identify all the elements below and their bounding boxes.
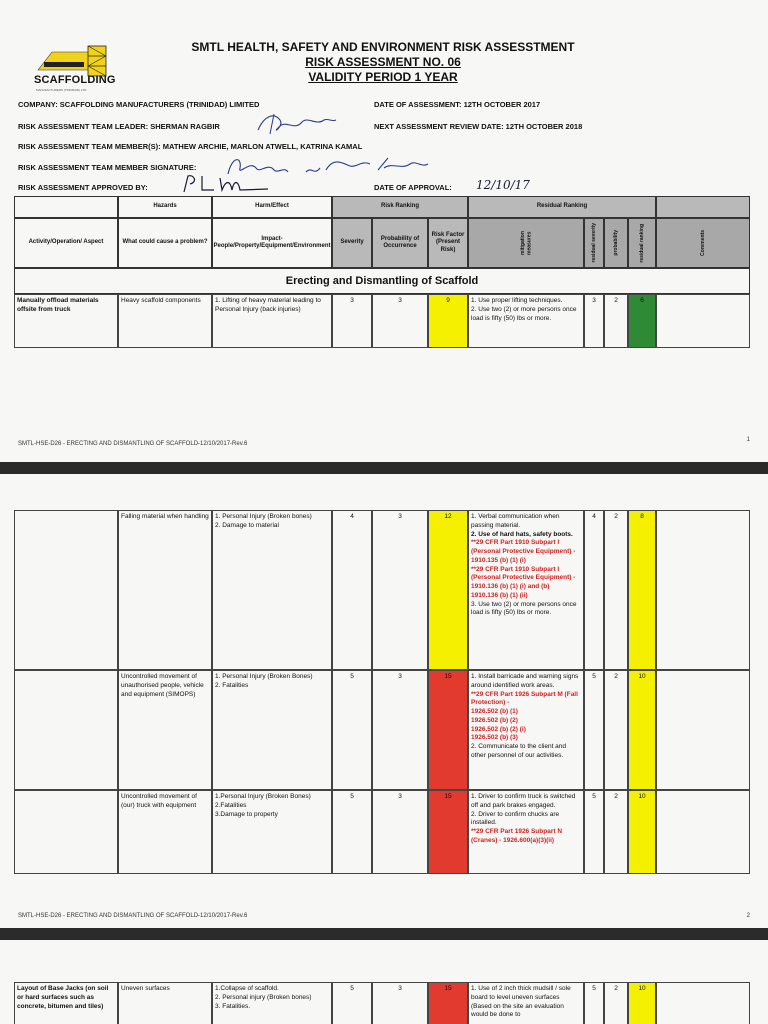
row2-mitigation-1: 1. Install barricade and warning signs around identified work areas.	[471, 673, 579, 689]
row0-harm: 1. Lifting of heavy material leading to Personal Injury (back injuries)	[212, 294, 332, 348]
row2-comments	[656, 670, 750, 790]
row3-mitigation-1: 1. Driver to confirm truck is switched off and park brakes engaged.	[471, 793, 576, 809]
row3-mitigation-2: 2. Driver to confirm chucks are installed.	[471, 810, 560, 827]
row1-hazard: Falling material when handling	[118, 510, 212, 670]
header-impact: Impact-People/Property/Equipment/Environment	[212, 218, 332, 268]
header-blank-1	[14, 196, 118, 218]
row2-res-probability: 2	[604, 670, 628, 790]
page-number: 1	[746, 437, 750, 443]
row3-mitigation	[468, 790, 584, 874]
row1-probability: 3	[372, 510, 428, 670]
row4-hazard: Uneven surfaces	[118, 982, 212, 1024]
row2-harm-1: 1. Personal Injury (Broken Bones)	[215, 673, 313, 680]
row2-severity: 5	[332, 670, 372, 790]
row3-harm-3: 3.Damage to property	[215, 810, 278, 818]
row2-mitigation-3: 1926.502 (b) (1)	[471, 708, 518, 716]
row1-mitigation-6: 3. Use two (2) or more persons once load is fifty (50) lbs or more.	[471, 600, 577, 617]
row1-activity	[14, 510, 118, 670]
row1-severity: 4	[332, 510, 372, 670]
header-risk-factor: Risk Factor (Present Risk)	[428, 218, 468, 268]
row0-hazard: Heavy scaffold components	[118, 294, 212, 348]
row3-harm-1: 1.Personal Injury (Broken Bones)	[215, 793, 311, 800]
approval-date-handwritten: 12/10/17	[476, 178, 530, 192]
row1-res-ranking: 8	[628, 510, 656, 670]
header-residual-severity	[584, 218, 604, 268]
row2-activity	[14, 670, 118, 790]
header-mitigation	[468, 218, 584, 268]
document-page-1	[0, 0, 768, 462]
row0-risk-factor: 9	[428, 294, 468, 348]
header-res-probability	[604, 218, 628, 268]
header-what-cause: What could cause a problem?	[118, 218, 212, 268]
footer-text-2: SMTL-HSE-D26 - ERECTING AND DISMANTLING OF SCAFFOLD-12/10/2017-Rev.6	[18, 913, 248, 919]
section-title: Erecting and Dismantling of Scaffold	[14, 268, 750, 294]
row4-activity: Layout of Base Jacks (on soil or hard surfaces such as concrete, bitumen and tiles)	[14, 982, 118, 1024]
header-res-probability-label: probability	[612, 230, 619, 256]
row2-res-severity: 5	[584, 670, 604, 790]
row2-harm-2: 2. Fatalities	[215, 681, 249, 689]
row4-harm-2: 2. Personal injury (Broken bones)	[215, 993, 312, 1001]
row2-mitigation-6: 1926.502 (b) (3)	[471, 734, 518, 742]
approver-signature	[180, 172, 270, 196]
leader-signature	[250, 108, 340, 140]
document-page-3	[0, 940, 768, 1024]
row1-harm	[212, 510, 332, 670]
company-name: COMPANY: SCAFFOLDING MANUFACTURERS (TRINIDAD) LIMITED	[18, 100, 260, 109]
row0-comments	[656, 294, 750, 348]
row0-mitigation-1: 1. Use proper lifting techniques.	[471, 297, 563, 304]
row2-mitigation-4: 1926.502 (b) (2)	[471, 716, 518, 724]
row0-res-ranking: 6	[628, 294, 656, 348]
row2-mitigation	[468, 670, 584, 790]
assessment-number: RISK ASSESSMENT NO. 06	[305, 55, 461, 69]
member-signature-label: RISK ASSESSMENT TEAM MEMBER SIGNATURE:	[18, 163, 197, 172]
row4-severity: 5	[332, 982, 372, 1024]
row4-harm	[212, 982, 332, 1024]
header-residual-ranking-col	[628, 218, 656, 268]
row3-severity: 5	[332, 790, 372, 874]
row0-probability: 3	[372, 294, 428, 348]
row4-res-ranking: 10	[628, 982, 656, 1024]
header-residual-ranking: Residual Ranking	[468, 196, 656, 218]
row2-mitigation-2: **29 CFR Part 1926 Subpart M (Fall Protection) -	[471, 690, 578, 707]
page-title: SMTL HEALTH, SAFETY AND ENVIRONMENT RISK ASSESSTMENT	[191, 40, 575, 54]
header-blank-2	[656, 196, 750, 218]
row2-mitigation-5: 1926.502 (b) (2) (i)	[471, 725, 526, 733]
row3-harm-2: 2.Fatalities	[215, 801, 247, 809]
row2-res-ranking: 10	[628, 670, 656, 790]
document-page-2	[0, 474, 768, 928]
header-risk-ranking: Risk Ranking	[332, 196, 468, 218]
team-members: RISK ASSESSMENT TEAM MEMBER(S): MATHEW ARCHIE, MARLON ATWELL, KATRINA KAMAL	[18, 142, 363, 151]
row2-harm	[212, 670, 332, 790]
team-leader: RISK ASSESSMENT TEAM LEADER: SHERMAN RAGBIR	[18, 122, 220, 131]
row4-res-probability: 2	[604, 982, 628, 1024]
row1-harm-1: 1. Personal Injury (Broken bones)	[215, 513, 312, 520]
row1-mitigation	[468, 510, 584, 670]
row4-mitigation-1: 1. Use of 2 inch thick mudsill / sole board to level uneven surfaces (Based on the site an evaluation would be done to	[471, 985, 571, 1019]
page-number-2: 2	[746, 913, 750, 919]
row1-mitigation-5: 1910.136 (b) (1) (ii)	[471, 591, 528, 599]
header-severity: Severity	[332, 218, 372, 268]
row0-mitigation	[468, 294, 584, 348]
row0-severity: 3	[332, 294, 372, 348]
row1-harm-2: 2. Damage to material	[215, 521, 279, 529]
header-comments	[656, 218, 750, 268]
row0-activity: Manually offload materials offsite from truck	[14, 294, 118, 348]
row1-mitigation-2: 2. Use of hard hats, safety boots.	[471, 530, 573, 538]
logo-text: SCAFFOLDING	[34, 74, 116, 86]
row2-hazard: Uncontrolled movement of unauthorised people, vehicle and equipment (SIMOPS)	[118, 670, 212, 790]
row1-risk-factor: 12	[428, 510, 468, 670]
row4-harm-3: 3. Fatalities.	[215, 1002, 251, 1010]
row4-mitigation	[468, 982, 584, 1024]
row3-harm	[212, 790, 332, 874]
row1-mitigation-1: 1. Verbal communication when passing material.	[471, 513, 560, 529]
row2-risk-factor: 15	[428, 670, 468, 790]
row1-res-severity: 4	[584, 510, 604, 670]
row0-res-severity: 3	[584, 294, 604, 348]
row2-probability: 3	[372, 670, 428, 790]
row3-comments	[656, 790, 750, 874]
row0-res-probability: 2	[604, 294, 628, 348]
row1-res-probability: 2	[604, 510, 628, 670]
row1-mitigation-4: **29 CFR Part 1910 Subpart I (Personal Protective Equipment) - 1910.136 (b) (1) (i) and (b)	[471, 565, 576, 591]
row3-res-probability: 2	[604, 790, 628, 874]
row1-mitigation-3: **29 CFR Part 1910 Subpart I (Personal Protective Equipment) - 1910.135 (b) (1) (i)	[471, 539, 576, 564]
row4-comments	[656, 982, 750, 1024]
header-probability: Probability of Occurrence	[372, 218, 428, 268]
row4-probability: 3	[372, 982, 428, 1024]
header-harm-effect: Harm/Effect	[212, 196, 332, 218]
row3-res-severity: 5	[584, 790, 604, 874]
row0-mitigation-2: 2. Use two (2) or more persons once load is fifty (50) lbs or more.	[471, 305, 577, 322]
header-hazards: Hazards	[118, 196, 212, 218]
header-mitigation-label: mitigation measures	[519, 231, 532, 255]
row4-res-severity: 5	[584, 982, 604, 1024]
row3-mitigation-3: **29 CFR Part 1926 Subpart N (Cranes) - 1926.600(a)(3)(ii)	[471, 828, 563, 844]
header-residual-severity-label: residual severity	[590, 223, 597, 263]
row1-comments	[656, 510, 750, 670]
row3-activity	[14, 790, 118, 874]
row3-risk-factor: 15	[428, 790, 468, 874]
row4-harm-1: 1.Collapse of scaffold.	[215, 985, 279, 992]
header-activity: Activity/Operation/ Aspect	[14, 218, 118, 268]
footer-text: SMTL-HSE-D26 - ERECTING AND DISMANTLING OF SCAFFOLD-12/10/2017-Rev.6	[18, 441, 248, 447]
date-of-approval-label: DATE OF APPROVAL:	[374, 183, 452, 192]
row3-probability: 3	[372, 790, 428, 874]
logo-subtext: MANUFACTURERS (TRINIDAD) LTD.	[36, 88, 88, 92]
approved-by-label: RISK ASSESSMENT APPROVED BY:	[18, 183, 148, 192]
validity-period: VALIDITY PERIOD 1 YEAR	[308, 70, 458, 84]
row2-mitigation-7: 2. Communicate to the client and other personnel of our activities.	[471, 743, 567, 759]
date-of-assessment: DATE OF ASSESSMENT: 12TH OCTOBER 2017	[374, 100, 541, 109]
row3-hazard: Uncontrolled movement of (our) truck with equipment	[118, 790, 212, 874]
header-comments-label: Comments	[699, 230, 706, 256]
row4-risk-factor: 15	[428, 982, 468, 1024]
row3-res-ranking: 10	[628, 790, 656, 874]
next-review-date: NEXT ASSESSMENT REVIEW DATE: 12TH OCTOBER 2018	[374, 122, 583, 131]
header-residual-ranking-label: residual ranking	[638, 223, 645, 263]
